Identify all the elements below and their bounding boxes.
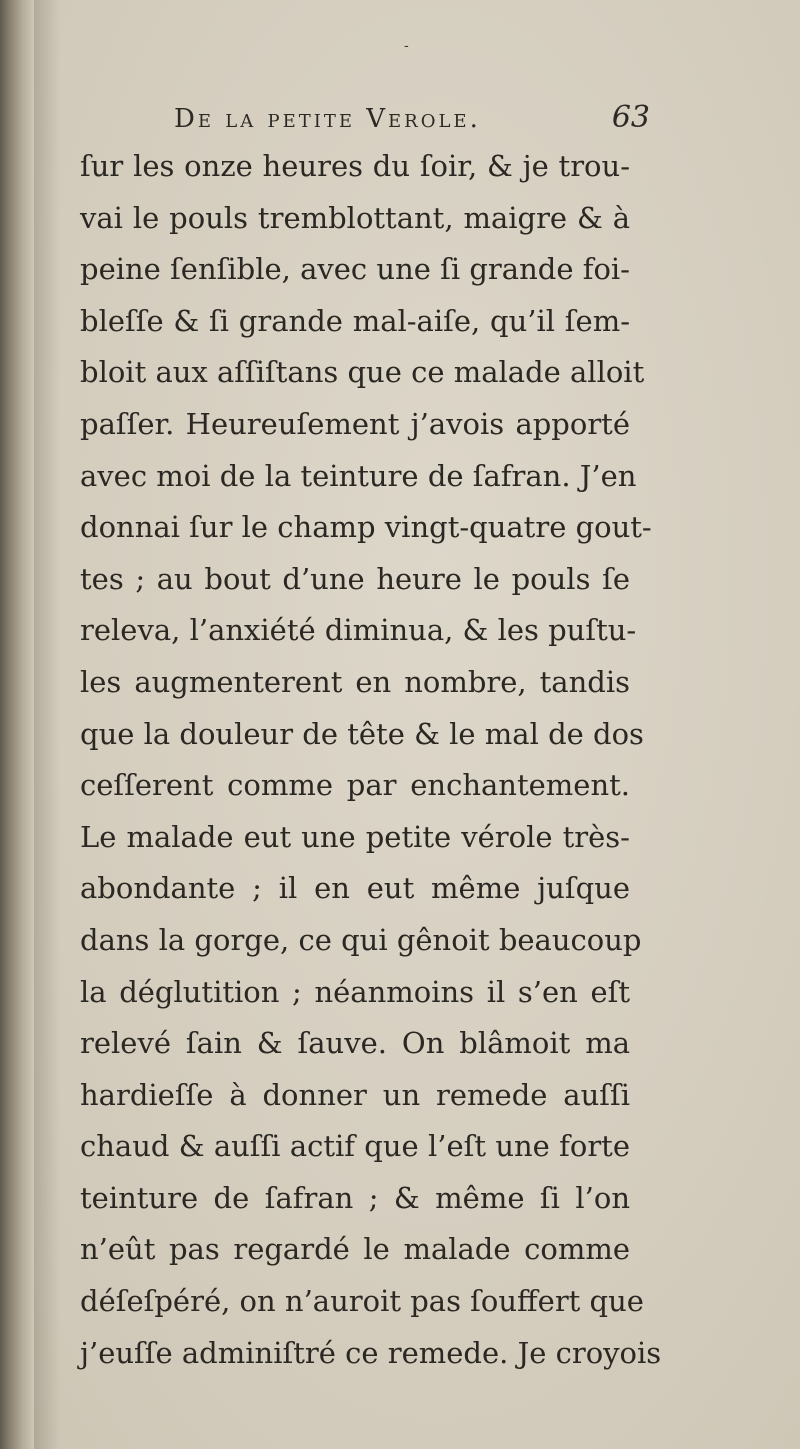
text-line: donnai ſur le champ vingt-quatre gout-	[80, 510, 652, 545]
text-line: vai le pouls tremblottant, maigre & à	[80, 200, 630, 235]
book-spine-edge	[0, 0, 34, 1449]
text-line: dans la gorge, ce qui gênoit beaucoup	[80, 922, 642, 957]
running-title: De la petite Verole.	[174, 104, 481, 134]
gutter-shadow	[34, 0, 60, 1449]
text-line: bloit aux aſſiſtans que ce malade alloit	[80, 355, 645, 390]
text-line: hardieſſe à donner un remede auſſi	[80, 1077, 630, 1112]
text-line: ceſſerent comme par enchantement.	[80, 768, 630, 803]
printer-mark: -	[404, 38, 409, 54]
text-line: que la douleur de tête & le mal de dos	[80, 716, 644, 751]
page-number: 63	[611, 100, 650, 135]
text-line: paſſer. Heureuſement j’avois apporté	[80, 406, 630, 441]
text-line: tes ; au bout d’une heure le pouls ſe	[80, 561, 630, 596]
text-line: teinture de ſafran ; & même ſi l’on	[80, 1180, 630, 1215]
text-line: peine ſenſible, avec une ſi grande foi-	[80, 252, 630, 287]
running-head	[82, 96, 658, 144]
text-line: j’euſſe adminiſtré ce remede. Je croyois	[80, 1335, 662, 1370]
text-line: bleſſe & ſi grande mal-aiſe, qu’il ſem-	[80, 303, 630, 338]
text-line: chaud & auſſi actif que l’eſt une forte	[80, 1129, 630, 1164]
text-line: abondante ; il en eut même juſque	[80, 871, 630, 906]
text-line: Le malade eut une petite vérole très-	[80, 819, 630, 854]
text-line: déſeſpéré, on n’auroit pas ſouffert que	[80, 1284, 644, 1319]
text-line: la déglutition ; néanmoins il s’en eſt	[80, 974, 630, 1009]
text-line: relevé ſain & ſauve. On blâmoit ma	[80, 1026, 630, 1061]
text-line: les augmenterent en nombre, tandis	[80, 664, 630, 699]
text-line: releva, l’anxiété diminua, & les puſtu-	[80, 613, 637, 648]
body-text	[80, 141, 662, 1379]
text-line: avec moi de la teinture de ſafran. J’en	[80, 458, 637, 493]
text-line: ſur les onze heures du ſoir, & je trou-	[80, 149, 630, 183]
text-line: n’eût pas regardé le malade comme	[80, 1232, 630, 1267]
